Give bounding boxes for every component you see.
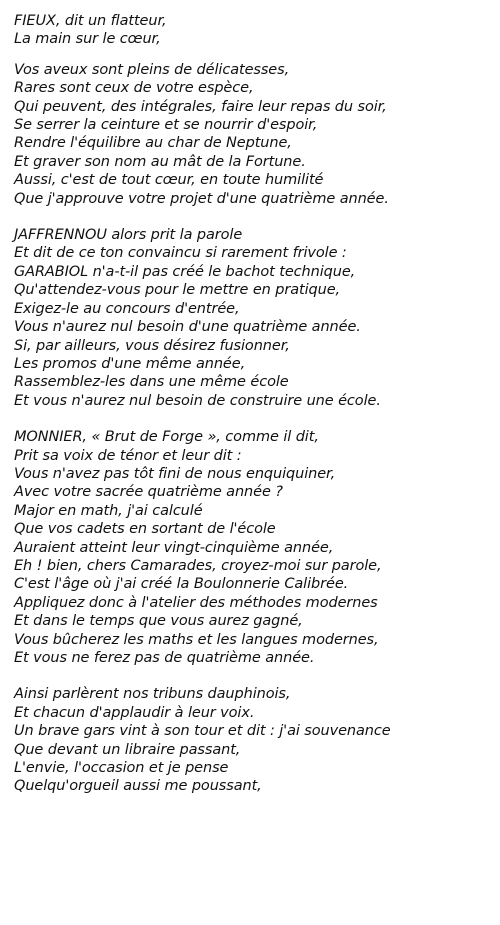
stanza-4 bbox=[14, 685, 496, 795]
verse-line: Vous bûcherez les maths et les langues modernes, bbox=[14, 631, 379, 648]
verse-line: MONNIER, « Brut de Forge », comme il dit, bbox=[14, 429, 319, 446]
verse-line: JAFFRENNOU alors prit la parole bbox=[14, 227, 243, 244]
stanza-1 bbox=[14, 61, 496, 208]
verse-line: Qu'attendez-vous pour le mettre en pratique, bbox=[14, 282, 341, 299]
intro-stanza bbox=[14, 12, 496, 49]
verse-line: GARABIOL n'a-t-il pas créé le bachot technique, bbox=[14, 263, 356, 280]
intro-line: FIEUX, dit un flatteur, bbox=[14, 13, 167, 29]
verse-line: Et chacun d'applaudir à leur voix. bbox=[14, 704, 255, 721]
stanza-spacer bbox=[14, 667, 496, 685]
verse-line: Les promos d'une même année, bbox=[14, 355, 246, 372]
verse-line: Que devant un libraire passant, bbox=[14, 741, 241, 758]
verse-line: Auraient atteint leur vingt-cinquième année, bbox=[14, 539, 334, 556]
verse-line: Rassemblez-les dans une même école bbox=[14, 374, 289, 391]
intro-line: La main sur le cœur, bbox=[14, 31, 161, 48]
verse-line: Aussi, c'est de tout cœur, en toute humilité bbox=[14, 172, 324, 189]
verse-line: C'est l'âge où j'ai créé la Boulonnerie Calibrée. bbox=[14, 576, 349, 593]
verse-line: Vos aveux sont pleins de délicatesses, bbox=[14, 61, 290, 78]
verse-line: Qui peuvent, des intégrales, faire leur repas du soir, bbox=[14, 98, 387, 115]
verse-line: Quelqu'orgueil aussi me poussant, bbox=[14, 778, 262, 795]
verse-line: Ainsi parlèrent nos tribuns dauphinois, bbox=[14, 686, 291, 703]
verse-line: Vous n'avez pas tôt fini de nous enquiquiner, bbox=[14, 465, 336, 482]
verse-line: Major en math, j'ai calculé bbox=[14, 502, 203, 519]
verse-line: Et vous ne ferez pas de quatrième année. bbox=[14, 650, 315, 666]
verse-line: Exigez-le au concours d'entrée, bbox=[14, 300, 240, 317]
verse-line: Et dit de ce ton convaincu si rarement frivole : bbox=[14, 245, 347, 262]
verse-line: Et graver son nom au mât de la Fortune. bbox=[14, 153, 306, 170]
verse-line: Si, par ailleurs, vous désirez fusionner, bbox=[14, 337, 290, 354]
stanza-spacer bbox=[14, 49, 496, 61]
stanza-3 bbox=[14, 428, 496, 667]
stanza-spacer bbox=[14, 410, 496, 428]
poem-text bbox=[14, 12, 496, 796]
stanza-2 bbox=[14, 226, 496, 410]
verse-line: Appliquez donc à l'atelier des méthodes modernes bbox=[14, 594, 378, 611]
verse-line: Rares sont ceux de votre espèce, bbox=[14, 80, 254, 97]
verse-line: Que j'approuve votre projet d'une quatrième année. bbox=[14, 190, 389, 207]
verse-line: Vous n'aurez nul besoin d'une quatrième année. bbox=[14, 319, 361, 336]
verse-line: Se serrer la ceinture et se nourrir d'espoir, bbox=[14, 117, 318, 134]
stanza-spacer bbox=[14, 208, 496, 226]
verse-line: Et dans le temps que vous aurez gagné, bbox=[14, 613, 303, 630]
verse-line: Un brave gars vint à son tour et dit : j'ai souvenance bbox=[14, 723, 391, 740]
verse-line: L'envie, l'occasion et je pense bbox=[14, 760, 229, 777]
verse-line: Avec votre sacrée quatrième année ? bbox=[14, 484, 283, 501]
verse-line: Et vous n'aurez nul besoin de construire une école. bbox=[14, 392, 381, 409]
verse-line: Que vos cadets en sortant de l'école bbox=[14, 521, 276, 538]
verse-line: Prit sa voix de ténor et leur dit : bbox=[14, 447, 242, 464]
verse-line: Eh ! bien, chers Camarades, croyez-moi sur parole, bbox=[14, 557, 382, 574]
verse-line: Rendre l'équilibre au char de Neptune, bbox=[14, 135, 292, 152]
